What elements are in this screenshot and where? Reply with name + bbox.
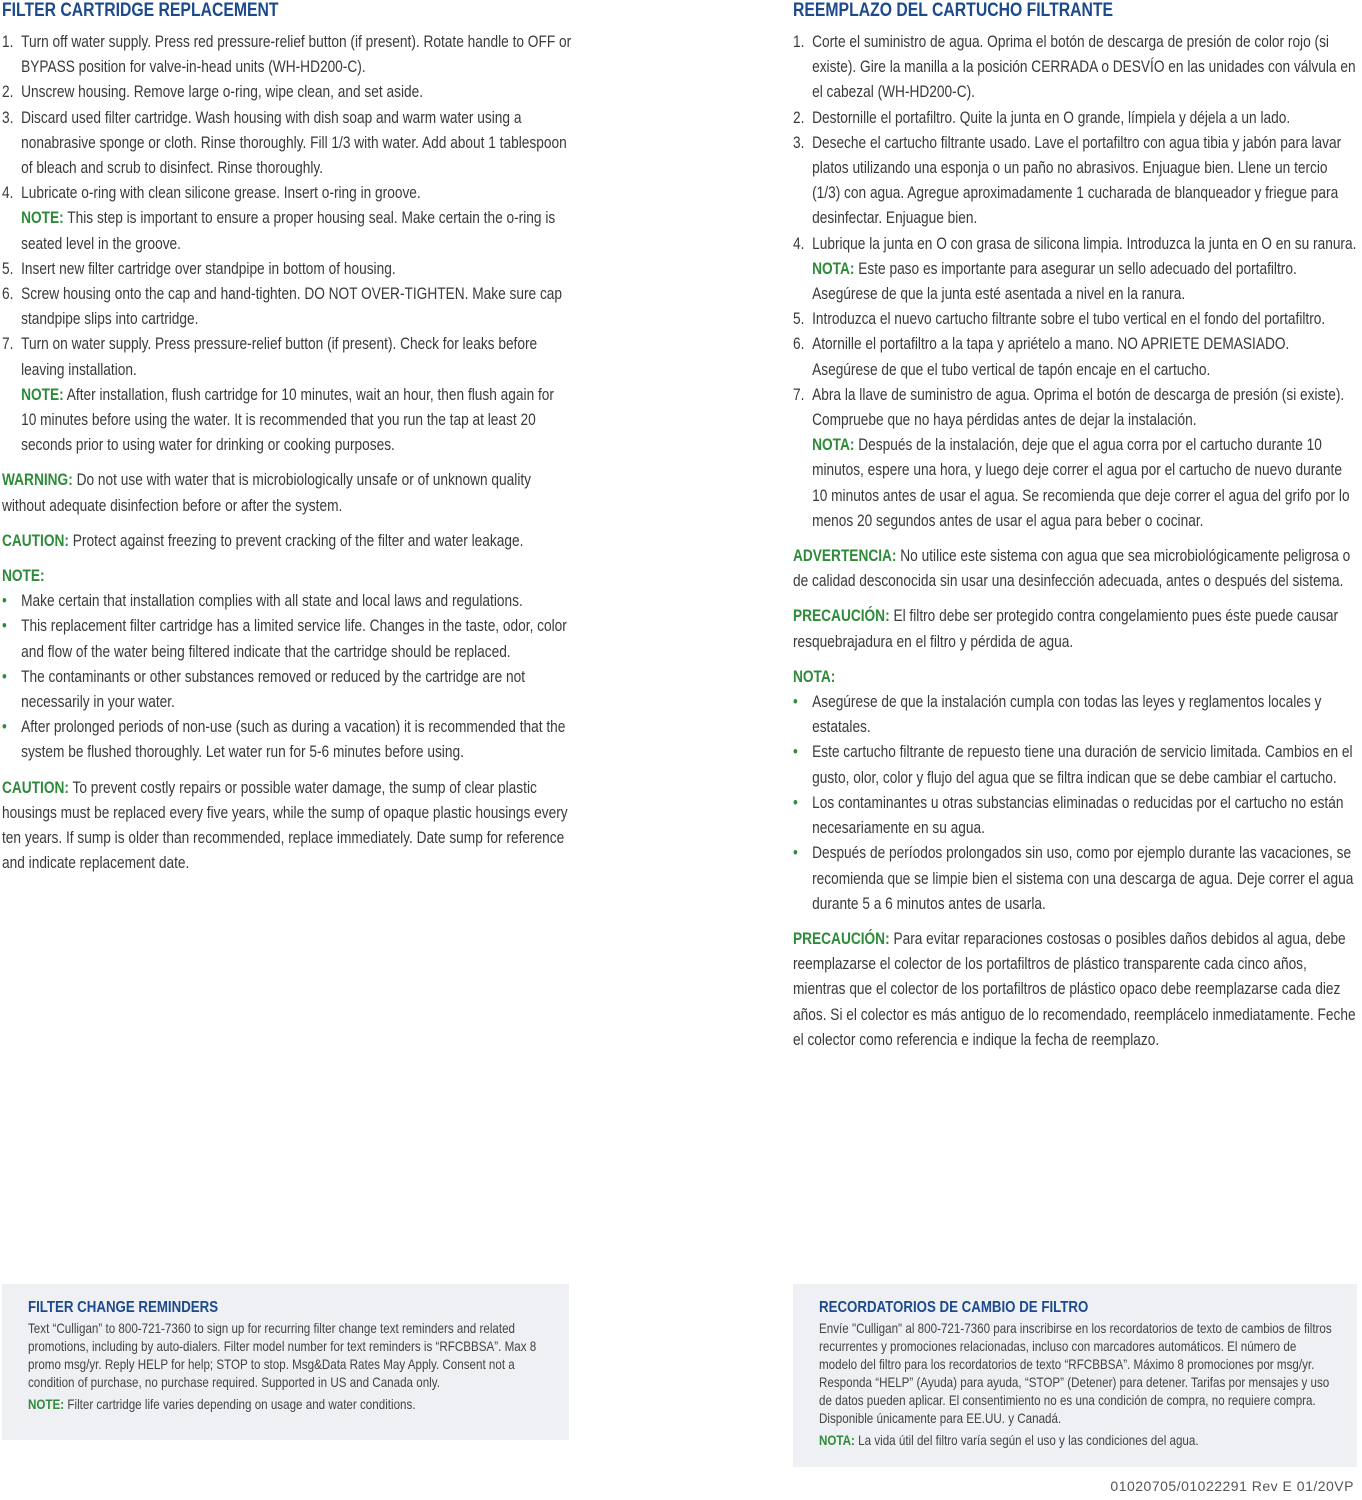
reminders-text: Text “Culligan” to 800-721-7360 to sign up for recurring filter change text reminders and related promotions, including by auto-dialers. Filter model number for text reminders is “RFCBBSA”. Max 8 promo msg/yr. Reply HELP for help; STOP to stop. Msg&Data Rates May Apply. Consent not a condition of purchase, no purchase required. Supported in US and Canada only. NOTE: Filter cartridge life varies depending on usage and water conditions.	[28, 1319, 543, 1413]
warning-paragraph: WARNING: Do not use with water that is microbiologically unsafe or of unknown quality without adequate disinfection before or after the system.	[2, 471, 532, 515]
note-label: NOTA:	[812, 259, 855, 278]
spanish-body	[793, 30, 1357, 1053]
note-heading: NOTA:	[793, 667, 836, 686]
note-bullet: • Los contaminantes u otras substancias eliminadas o reducidas por el cartucho no están necesariamente en su agua.	[793, 793, 1344, 838]
warning-paragraph: ADVERTENCIA: No utilice este sistema con agua que sea microbiológicamente peligrosa o de calidad desconocida sin usar una desinfección adecuada, antes o después del sistema.	[793, 547, 1351, 591]
caution-paragraph: PRECAUCIÓN: El filtro debe ser protegido contra congelamiento pues éste puede causar resquebrajadura en el filtro y pérdida de agua.	[793, 607, 1339, 651]
recordatorios-box	[793, 1284, 1357, 1467]
recordatorios-note: NOTA: La vida útil del filtro varía según el uso y las condiciones del agua.	[819, 1432, 1199, 1448]
step-item: 1. Turn off water supply. Press red pressure-relief button (if present). Rotate handle to OFF or BYPASS position for valve-in-head units (WH-HD200-C).	[2, 33, 572, 77]
spanish-column	[793, 0, 1359, 1053]
note-bullet: • Make certain that installation complies with all state and local laws and regulations.	[2, 592, 523, 611]
caution-paragraph: CAUTION: To prevent costly repairs or possible water damage, the sump of clear plastic housings must be replaced every five years, while the sump of opaque plastic housings every ten years. If sump is older than recommended, replace immediately. Date sump for reference and indicate replacement date.	[2, 778, 568, 873]
step-item: 1. Corte el suministro de agua. Oprima el botón de descarga de presión de color rojo (si existe). Gire la manilla a la posición CERRADA o DESVÍO en las unidades con válvula en el cabezal (WH-HD200-C).	[793, 33, 1356, 102]
step-item: 2. Unscrew housing. Remove large o-ring, wipe clean, and set aside.	[2, 83, 424, 102]
note-heading: NOTE:	[2, 567, 45, 586]
step-item: 7. Abra la llave de suministro de agua. Oprima el botón de descarga de presión (si existe). Compruebe que no haya pérdidas antes de dejar la instalación. NOTA: Después de la instalación, deje que el agua corra por el cartucho durante 10 minutos, espere una hora, y luego deje correr el agua por el cartucho de nuevo durante 10 minutos antes de usar el agua. Se recomienda que deje correr el agua del grifo por lo menos 20 segundos antes de usar el agua para beber o cocinar.	[793, 385, 1350, 530]
filter-change-reminders-box	[2, 1284, 569, 1440]
page-title: FILTER CARTRIDGE REPLACEMENT	[2, 0, 279, 21]
step-item: 3. Discard used filter cartridge. Wash housing with dish soap and warm water using a nonabrasive sponge or cloth. Rinse thoroughly. Fill 1/3 with water. Add about 1 tablespoon of bleach and scrub to disinfect. Rinse thoroughly.	[2, 108, 567, 178]
note-bullet: • The contaminants or other substances removed or reduced by the cartridge are not necessarily in your water.	[2, 667, 526, 712]
step-item: 4. Lubrique la junta en O con grasa de silicona limpia. Introduzca la junta en O en su ranura. NOTA: Este paso es importante para asegurar un sello adecuado del portafiltro. Asegúrese de que la junta esté asentada a nivel en la ranura.	[793, 234, 1357, 304]
step-item: 6. Atornille el portafiltro a la tapa y apriételo a mano. NO APRIETE DEMASIADO. Asegúrese de que el tubo vertical de tapón encaje en el cartucho.	[793, 335, 1290, 379]
steps-list	[2, 30, 571, 458]
english-body	[2, 30, 572, 877]
note-bullet: • After prolonged periods of non-use (such as during a vacation) it is recommended that the system be flushed thoroughly. Let water run for 5-6 minutes before using.	[2, 718, 566, 762]
reminders-title: FILTER CHANGE REMINDERS	[28, 1299, 219, 1316]
page-title-spanish: REEMPLAZO DEL CARTUCHO FILTRANTE	[793, 0, 1114, 21]
revision-code: 01020705/01022291 Rev E 01/20VP	[1110, 1478, 1354, 1494]
steps-list	[793, 30, 1357, 534]
step-item: 4. Lubricate o-ring with clean silicone grease. Insert o-ring in groove. NOTE: This step is important to ensure a proper housing seal. Make certain the o-ring is seated level in the groove.	[2, 184, 556, 253]
note-bullet: • This replacement filter cartridge has a limited service life. Changes in the taste, odor, color and flow of the water being filtered indicate that the cartridge should be replaced.	[2, 617, 567, 661]
note-bullet: • Después de períodos prolongados sin uso, como por ejemplo durante las vacaciones, se recomienda que se limpie bien el sistema con una descarga de agua. Deje correr el agua durante 5 a 6 minutos antes de usarla.	[793, 844, 1354, 913]
note-label: NOTE:	[21, 385, 64, 404]
note-label: NOTE:	[21, 209, 64, 228]
recordatorios-text: Envíe "Culligan" al 800-721-7360 para inscribirse en los recordatorios de texto de cambios de filtros recurrentes y promociones relacionadas, incluso con marcadores automáticos. El número de modelo del filtro para los recordatorios de texto “RFCBBSA”. Máximo 8 promociones por msg/yr. Responda “HELP” (Ayuda) para ayuda, “STOP” (Detener) para detener. Tarifas por mensajes y uso de datos pueden aplicar. El consentimiento no es una condición de compra, no requiere compra. Disponible únicamente para EE.UU. y Canadá. NOTA: La vida útil del filtro varía según el uso y las condiciones del agua.	[819, 1320, 1332, 1448]
note-bullet: • Este cartucho filtrante de repuesto tiene una duración de servicio limitada. Cambios en el gusto, olor, color y flujo del agua que se filtra indican que se debe cambiar el cartucho.	[793, 743, 1353, 787]
step-item: 3. Deseche el cartucho filtrante usado. Lave el portafiltro con agua tibia y jabón para lavar platos utilizando una esponja o un paño no abrasivos. Enjuague bien. Llene un tercio (1/3) con agua. Agregue aproximadamente 1 cucharada de blanqueador y friegue para desinfectar. Enjuague bien.	[793, 133, 1342, 228]
note-label: NOTA:	[812, 436, 855, 455]
recordatorios-title: RECORDATORIOS DE CAMBIO DE FILTRO	[819, 1299, 1089, 1316]
step-item: 5. Introduzca el nuevo cartucho filtrante sobre el tubo vertical en el fondo del portafiltro.	[793, 310, 1326, 329]
step-item: 2. Destornille el portafiltro. Quite la junta en O grande, límpiela y déjela a un lado.	[793, 108, 1291, 127]
step-item: 5. Insert new filter cartridge over standpipe in bottom of housing.	[2, 259, 396, 278]
reminders-note: NOTE: Filter cartridge life varies depending on usage and water conditions.	[28, 1396, 416, 1412]
step-item: 6. Screw housing onto the cap and hand-tighten. DO NOT OVER-TIGHTEN. Make sure cap standpipe slips into cartridge.	[2, 285, 563, 329]
note-bullet: • Asegúrese de que la instalación cumpla con todas las leyes y reglamentos locales y estatales.	[793, 693, 1322, 737]
caution-paragraph: CAUTION: Protect against freezing to prevent cracking of the filter and water leakage.	[2, 531, 524, 550]
english-column	[2, 0, 574, 877]
step-item: 7. Turn on water supply. Press pressure-relief button (if present). Check for leaks before leaving installation. NOTE: After installation, flush cartridge for 10 minutes, wait an hour, then flush again for 10 minutes before using the water. It is recommended that you run the tap at least 20 seconds prior to using water for drinking or cooking purposes.	[2, 335, 554, 455]
caution-paragraph: PRECAUCIÓN: Para evitar reparaciones costosas o posibles daños debidos al agua, debe reemplazarse el colector de los portafiltros de plástico transparente cada cinco años, mientras que el colector de los portafiltros de plástico opaco debe reemplazarse cada diez años. Si el colector es más antiguo de lo recomendado, reemplácelo inmediatamente. Feche el colector como referencia e indique la fecha de reemplazo.	[793, 929, 1356, 1049]
